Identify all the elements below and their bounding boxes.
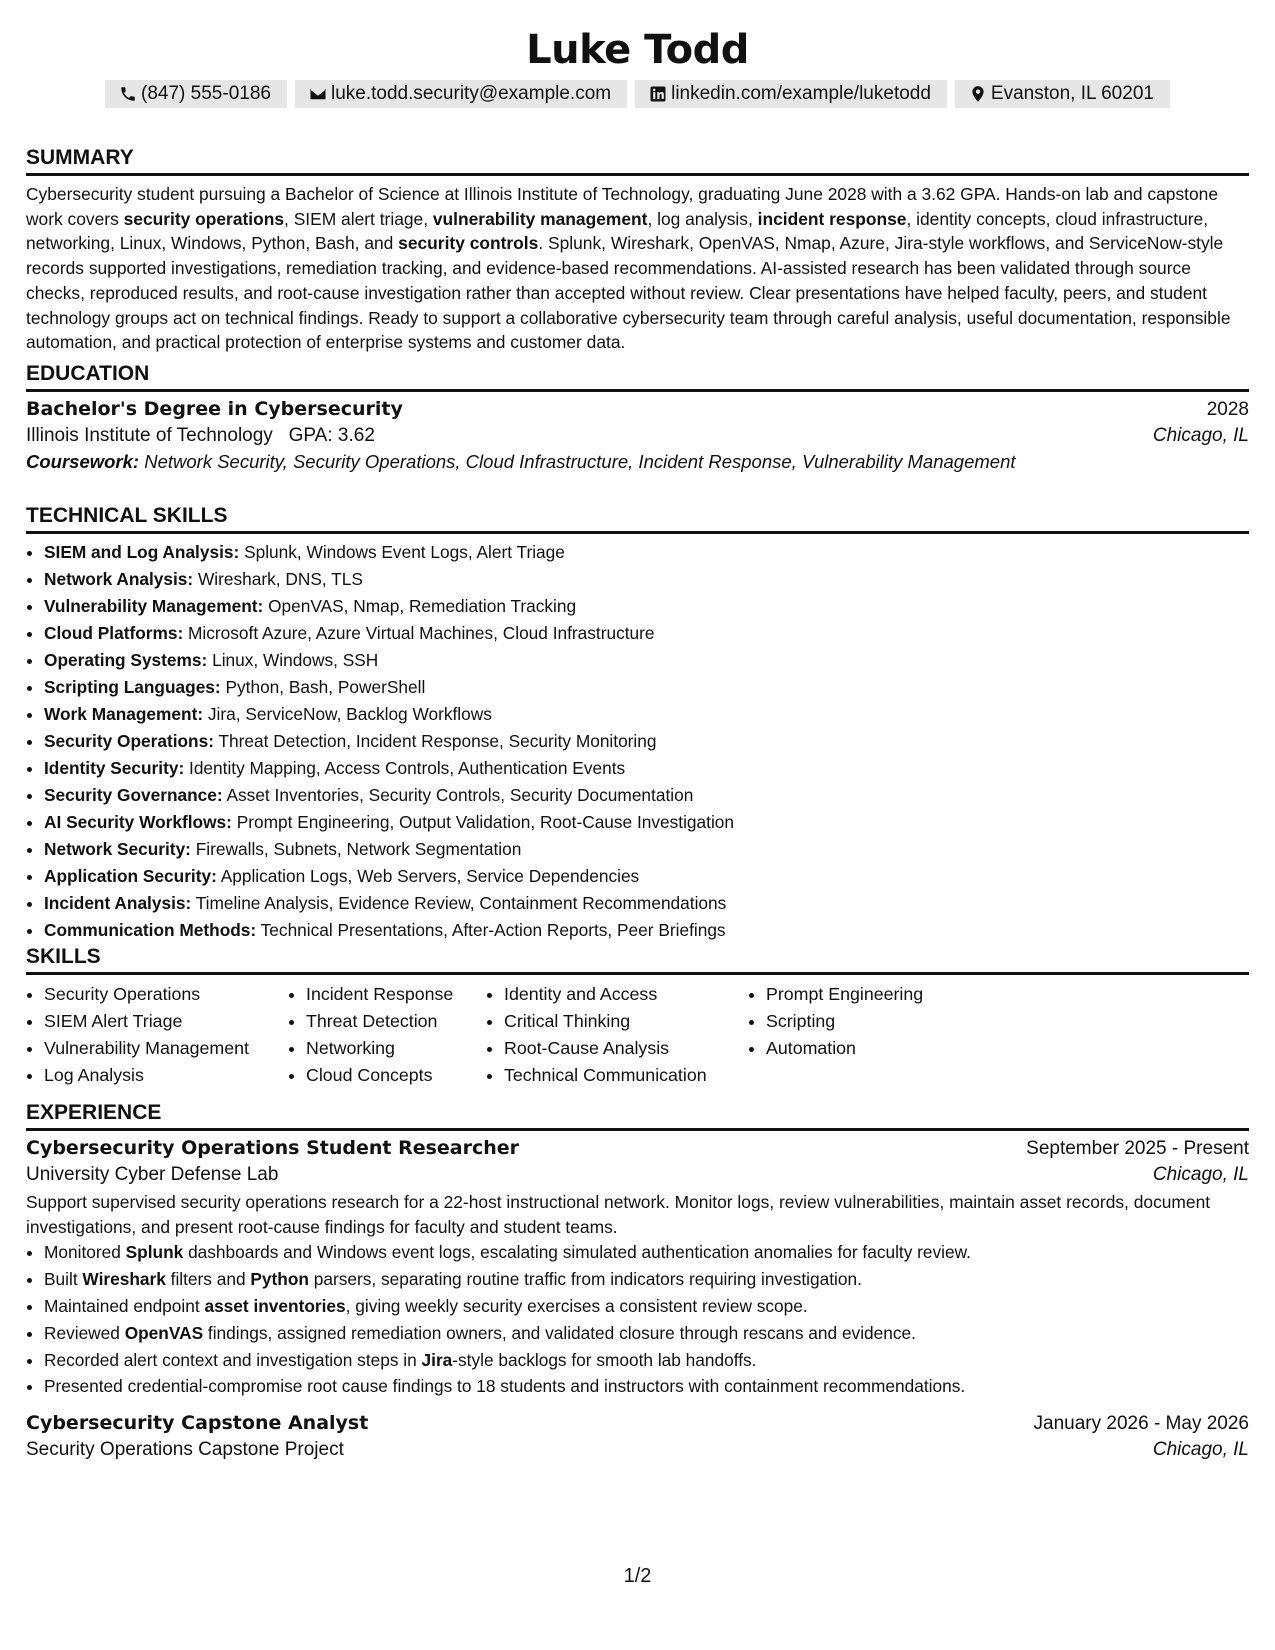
graduation-year: 2028 [1206, 399, 1249, 420]
list-item: • Incident Response [306, 981, 486, 1008]
list-item: • Network Analysis: Wireshark, DNS, TLS [44, 566, 1249, 593]
summary-heading: SUMMARY [26, 142, 1249, 176]
location-text: Evanston, IL 60201 [990, 83, 1154, 104]
list-item: • Maintained endpoint asset inventories, giving weekly security exercises a consistent review scope. [44, 1293, 1249, 1320]
technical-skills-list [26, 539, 1249, 944]
contact-bar [0, 80, 1275, 108]
list-item: • Identity and Access [504, 981, 748, 1008]
job-dates: January 2026 - May 2026 [1033, 1413, 1249, 1435]
list-item: • Built Wireshark filters and Python parsers, separating routine traffic from indicators requiring investigation. [44, 1266, 1249, 1293]
list-item: • Scripting Languages: Python, Bash, PowerShell [44, 674, 1249, 701]
job-location: Chicago, IL [1152, 1439, 1249, 1461]
list-item: • Monitored Splunk dashboards and Windows event logs, escalating simulated authentication anomalies for faculty review. [44, 1239, 1249, 1266]
skills-column [26, 981, 288, 1089]
list-item: • Reviewed OpenVAS findings, assigned remediation owners, and validated closure through rescans and evidence. [44, 1320, 1249, 1347]
job-title: Cybersecurity Operations Student Researcher [26, 1137, 520, 1159]
list-item: • Scripting [766, 1008, 988, 1035]
list-item: • SIEM and Log Analysis: Splunk, Windows Event Logs, Alert Triage [44, 539, 1249, 566]
list-item: • Presented credential-compromise root cause findings to 18 students and instructors with containment recommendations. [44, 1373, 1249, 1400]
list-item: • Technical Communication [504, 1062, 748, 1089]
job-dates: September 2025 - Present [1026, 1138, 1249, 1159]
job-description: Support supervised security operations research for a 22-host instructional network. Monitor logs, review vulnerabilities, maintain asset records, document investigations, and present root-cause findings for faculty and student teams. [26, 1192, 1211, 1237]
contact-phone[interactable] [105, 80, 287, 108]
job-entry [26, 1137, 1249, 1400]
experience-section [26, 1097, 1249, 1461]
list-item: • Work Management: Jira, ServiceNow, Backlog Workflows [44, 701, 1249, 728]
list-item: • AI Security Workflows: Prompt Engineering, Output Validation, Root-Cause Investigation [44, 809, 1249, 836]
candidate-name: Luke Todd [526, 27, 749, 73]
skills-section [26, 941, 1249, 1089]
contact-email[interactable] [295, 80, 627, 108]
list-item: • Vulnerability Management [44, 1035, 288, 1062]
job-location: Chicago, IL [1152, 1164, 1249, 1185]
map-pin-icon [969, 85, 987, 103]
envelope-icon [309, 85, 327, 103]
education-section [26, 358, 1249, 473]
contact-location [955, 80, 1170, 108]
technical-skills-section [26, 500, 1249, 944]
skills-column [748, 981, 988, 1089]
list-item: • Automation [766, 1035, 988, 1062]
list-item: • Operating Systems: Linux, Windows, SSH [44, 647, 1249, 674]
list-item: • Incident Analysis: Timeline Analysis, Evidence Review, Containment Recommendations [44, 890, 1249, 917]
skills-heading: SKILLS [26, 941, 1249, 975]
list-item: • Application Security: Application Logs, Web Servers, Service Dependencies [44, 863, 1249, 890]
list-item: • Log Analysis [44, 1062, 288, 1089]
list-item: • Cloud Concepts [306, 1062, 486, 1089]
list-item: • SIEM Alert Triage [44, 1008, 288, 1035]
skills-column [486, 981, 748, 1089]
contact-linkedin[interactable] [635, 80, 947, 108]
list-item: • Network Security: Firewalls, Subnets, Network Segmentation [44, 836, 1249, 863]
list-item: • Security Governance: Asset Inventories, Security Controls, Security Documentation [44, 782, 1249, 809]
school-name: Illinois Institute of Technology GPA: 3.62 [26, 425, 375, 446]
phone-text: (847) 555-0186 [141, 83, 271, 104]
phone-icon [119, 85, 137, 103]
linkedin-text: linkedin.com/example/luketodd [671, 83, 931, 104]
list-item: • Root-Cause Analysis [504, 1035, 748, 1062]
job-entry [26, 1412, 1249, 1461]
list-item: • Critical Thinking [504, 1008, 748, 1035]
experience-heading: EXPERIENCE [26, 1097, 1249, 1131]
list-item: • Communication Methods: Technical Presentations, After-Action Reports, Peer Briefings [44, 917, 1249, 944]
list-item: • Prompt Engineering [766, 981, 988, 1008]
list-item: • Recorded alert context and investigation steps in Jira-style backlogs for smooth lab handoffs. [44, 1347, 1249, 1374]
job-organization: Security Operations Capstone Project [26, 1439, 344, 1461]
technical-skills-heading: TECHNICAL SKILLS [26, 500, 1249, 534]
email-text: luke.todd.security@example.com [330, 83, 612, 104]
skills-grid [26, 981, 1249, 1089]
list-item: • Networking [306, 1035, 486, 1062]
gpa: GPA: 3.62 [288, 425, 375, 446]
job-organization: University Cyber Defense Lab [26, 1164, 279, 1185]
list-item: • Security Operations [44, 981, 288, 1008]
job-title: Cybersecurity Capstone Analyst [26, 1412, 369, 1435]
list-item: • Cloud Platforms: Microsoft Azure, Azure Virtual Machines, Cloud Infrastructure [44, 620, 1249, 647]
list-item: • Security Operations: Threat Detection, Incident Response, Security Monitoring [44, 728, 1249, 755]
list-item: • Threat Detection [306, 1008, 486, 1035]
school-location: Chicago, IL [1152, 425, 1249, 446]
list-item: • Vulnerability Management: OpenVAS, Nmap, Remediation Tracking [44, 593, 1249, 620]
linkedin-icon [649, 85, 667, 103]
list-item: • Identity Security: Identity Mapping, Access Controls, Authentication Events [44, 755, 1249, 782]
education-heading: EDUCATION [26, 358, 1249, 392]
summary-text: Cybersecurity student pursuing a Bachelor of Science at Illinois Institute of Technology, graduating June 2028 with a 3.62 GPA. Hands-on lab and capstone work covers security operations, SIEM alert triage, vulnerability management, log analysis, incident response, identity concepts, cloud infrastructure, networking, Linux, Windows, Python, Bash, and security controls. Splunk, Wireshark, OpenVAS, Nmap, Azure, Jira-style workflows, and ServiceNow-style records supported investigations, remediation tracking, and evidence-based recommendations. AI-assisted research has been validated through source checks, reproduced results, and root-cause investigation rather than accepted without review. Clear presentations have helped faculty, peers, and student technology groups act on technical findings. Ready to support a collaborative cybersecurity team through careful analysis, useful documentation, responsible automation, and practical protection of enterprise systems and customer data. [26, 184, 1231, 353]
summary-section [26, 142, 1249, 355]
degree-title: Bachelor's Degree in Cybersecurity [26, 398, 403, 420]
job-bullets [26, 1239, 1249, 1400]
skills-column [288, 981, 486, 1089]
page-number: 1/2 [623, 1565, 652, 1587]
coursework: Coursework: Network Security, Security Operations, Cloud Infrastructure, Incident Response, Vulnerability Management [26, 451, 1016, 472]
